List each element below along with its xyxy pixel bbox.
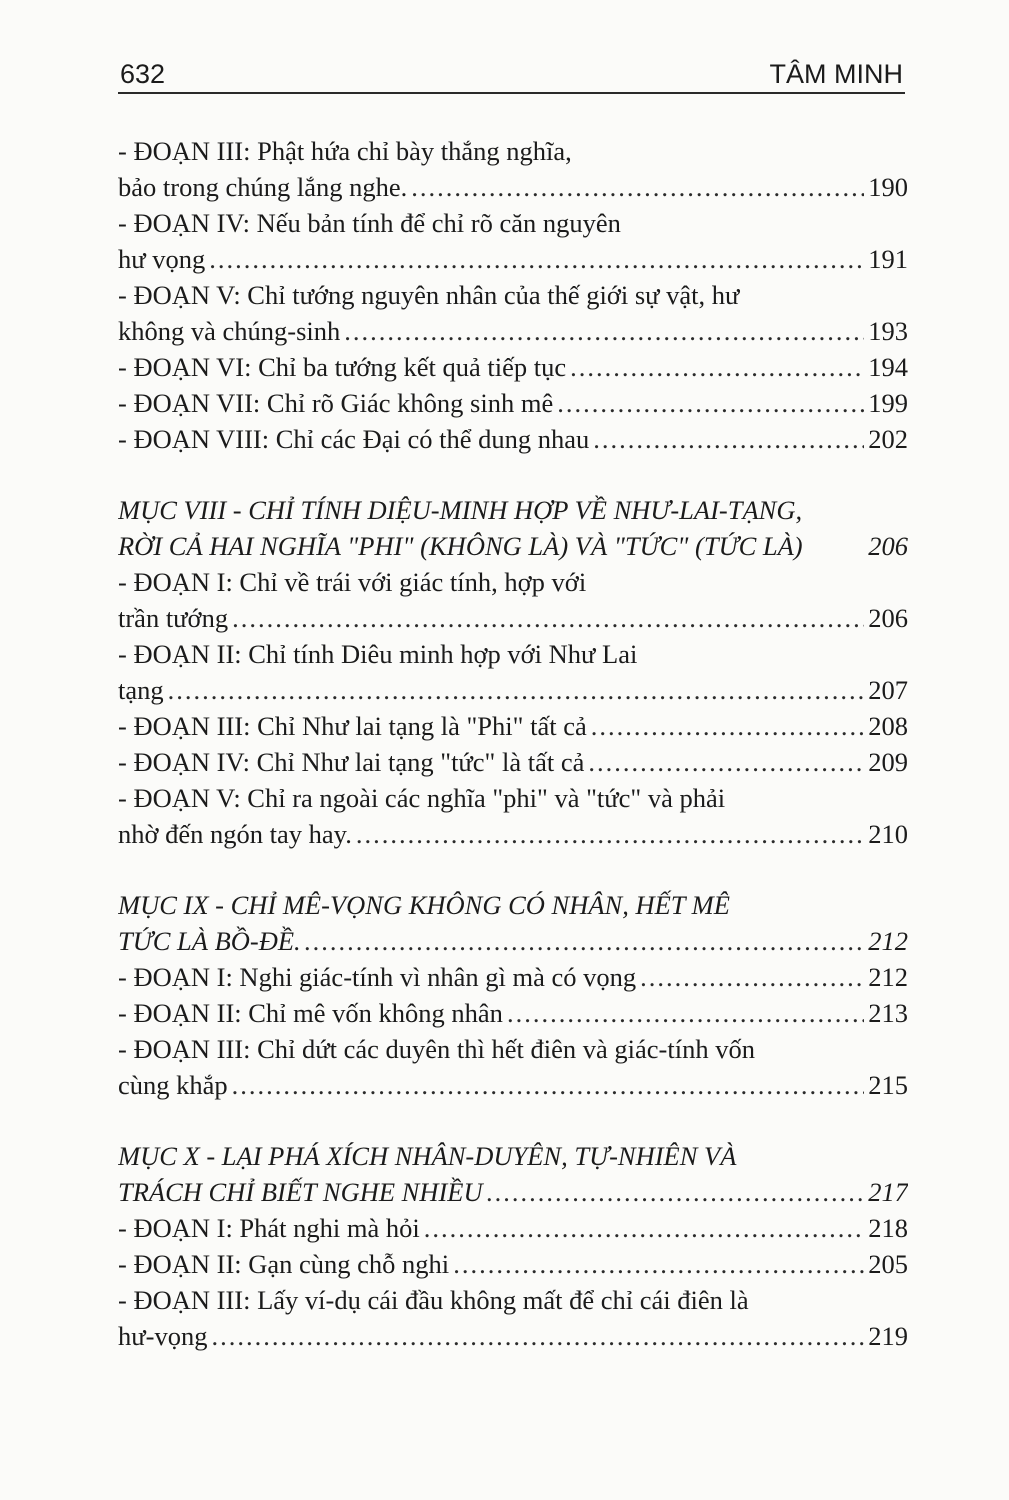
entry-title: không và chúng-sinh	[118, 316, 341, 346]
entry-text-line: - ĐOẠN V: Chỉ ra ngoài các nghĩa "phi" và "tức" và phải	[118, 783, 726, 813]
section-heading-row[interactable]	[118, 528, 908, 564]
page-ref: 218	[868, 1213, 908, 1243]
toc-entry-row[interactable]	[118, 959, 908, 995]
entry-title: - ĐOẠN VI: Chỉ ba tướng kết quả tiếp tục	[118, 352, 567, 382]
entry-text-line: - ĐOẠN II: Chỉ tính Diêu minh hợp với Như Lai	[118, 639, 638, 669]
leader-dots	[507, 995, 864, 1031]
page-ref: 206	[868, 603, 908, 633]
section-heading-line: MỤC IX - CHỈ MÊ-VỌNG KHÔNG CÓ NHÂN, HẾT MÊ	[118, 890, 730, 920]
leader-dots	[232, 600, 864, 636]
toc-group	[118, 852, 908, 1103]
page-ref: 217	[868, 1177, 908, 1207]
entry-title: - ĐOẠN VIII: Chỉ các Đại có thể dung nhau	[118, 424, 590, 454]
section-heading-row[interactable]	[118, 923, 908, 959]
toc-entry-row[interactable]	[118, 708, 908, 744]
entry-title: hư vọng	[118, 244, 206, 274]
group-spacer	[118, 457, 908, 492]
entry-title: cùng khắp	[118, 1070, 228, 1100]
section-heading-line: MỤC X - LẠI PHÁ XÍCH NHÂN-DUYÊN, TỰ-NHIÊN VÀ	[118, 1141, 737, 1171]
page-ref: 190	[868, 172, 908, 202]
toc-entry-row[interactable]	[118, 421, 908, 457]
toc-entry-row[interactable]	[118, 169, 908, 205]
page-ref: 210	[868, 819, 908, 849]
toc-entry-row[interactable]	[118, 385, 908, 421]
page-ref: 219	[868, 1321, 908, 1351]
entry-title: - ĐOẠN VII: Chỉ rõ Giác không sinh mê	[118, 388, 554, 418]
section-heading-row[interactable]	[118, 1174, 908, 1210]
entry-title: - ĐOẠN I: Nghi giác-tính vì nhân gì mà có vọng	[118, 962, 637, 992]
leader-dots	[588, 744, 864, 780]
leader-dots	[453, 1246, 864, 1282]
running-head-author: TÂM MINH	[769, 59, 903, 89]
toc-entry-row[interactable]	[118, 816, 908, 852]
entry-text-line: - ĐOẠN V: Chỉ tướng nguyên nhân của thế giới sự vật, hư	[118, 280, 740, 310]
leader-dots	[640, 959, 864, 995]
entry-title: - ĐOẠN II: Gạn cùng chỗ nghi	[118, 1249, 450, 1279]
section-title: TỨC LÀ BỒ-ĐỀ.	[118, 926, 301, 956]
table-of-contents	[118, 133, 908, 1354]
leader-dots	[570, 349, 864, 385]
group-spacer	[118, 852, 908, 887]
toc-entry-row[interactable]	[118, 744, 908, 780]
entry-title: bảo trong chúng lắng nghe.	[118, 172, 408, 202]
page-ref: 207	[868, 675, 908, 705]
leader-dots	[209, 241, 864, 277]
toc-group	[118, 133, 908, 457]
entry-text-line: - ĐOẠN III: Chỉ dứt các duyên thì hết điên và giác-tính vốn	[118, 1034, 755, 1064]
entry-text-line: - ĐOẠN I: Chỉ về trái với giác tính, hợp với	[118, 567, 587, 597]
page-ref: 202	[868, 424, 908, 454]
leader-dots	[232, 1067, 865, 1103]
page-ref: 191	[868, 244, 908, 274]
page-ref: 194	[868, 352, 908, 382]
toc-entry-row[interactable]	[118, 313, 908, 349]
page-ref: 193	[868, 316, 908, 346]
page-ref: 205	[868, 1249, 908, 1279]
page-ref: 208	[868, 711, 908, 741]
leader-dots	[168, 672, 865, 708]
leader-dots	[411, 169, 864, 205]
page-header	[118, 52, 905, 94]
toc-entry-row[interactable]	[118, 672, 908, 708]
toc-entry-row[interactable]	[118, 1318, 908, 1354]
toc-entry-row[interactable]	[118, 1210, 908, 1246]
leader-dots	[356, 816, 864, 852]
leader-dots	[593, 421, 864, 457]
page-ref: 199	[868, 388, 908, 418]
leader-dots	[344, 313, 864, 349]
leader-dots	[591, 708, 865, 744]
section-title: TRÁCH CHỈ BIẾT NGHE NHIỀU	[118, 1177, 483, 1207]
leader-dots	[305, 923, 865, 959]
section-heading-line: MỤC VIII - CHỈ TÍNH DIỆU-MINH HỢP VỀ NHƯ-LAI-TẠNG,	[118, 495, 803, 525]
entry-title: - ĐOẠN II: Chỉ mê vốn không nhân	[118, 998, 503, 1028]
entry-title: - ĐOẠN I: Phát nghi mà hỏi	[118, 1213, 420, 1243]
page-number: 632	[120, 59, 166, 89]
entry-text-line: - ĐOẠN IV: Nếu bản tính để chỉ rõ căn nguyên	[118, 208, 621, 238]
leader-dots	[487, 1174, 865, 1210]
entry-title: trần tướng	[118, 603, 229, 633]
leader-dots	[424, 1210, 864, 1246]
page-ref: 209	[868, 747, 908, 777]
entry-title: - ĐOẠN IV: Chỉ Như lai tạng "tức" là tất cả	[118, 747, 585, 777]
entry-text-line: - ĐOẠN III: Phật hứa chỉ bày thắng nghĩa,	[118, 136, 572, 166]
entry-text-line: - ĐOẠN III: Lấy ví-dụ cái đầu không mất để chỉ cái điên là	[118, 1285, 749, 1315]
toc-entry-row[interactable]	[118, 241, 908, 277]
toc-entry-row[interactable]	[118, 1067, 908, 1103]
toc-entry-row[interactable]	[118, 1246, 908, 1282]
entry-title: tạng	[118, 675, 164, 705]
page-ref: 206	[868, 531, 908, 561]
toc-group	[118, 457, 908, 852]
toc-entry-row[interactable]	[118, 349, 908, 385]
entry-title: hư-vọng	[118, 1321, 208, 1351]
entry-title: nhờ đến ngón tay hay.	[118, 819, 352, 849]
leader-dots	[211, 1318, 864, 1354]
leader-dots	[557, 385, 864, 421]
toc-group	[118, 1103, 908, 1354]
toc-entry-row[interactable]	[118, 995, 908, 1031]
page-ref: 215	[868, 1070, 908, 1100]
entry-title: - ĐOẠN III: Chỉ Như lai tạng là "Phi" tất cả	[118, 711, 587, 741]
toc-entry-row[interactable]	[118, 600, 908, 636]
page-ref: 212	[868, 962, 908, 992]
group-spacer	[118, 1103, 908, 1138]
page-ref: 213	[868, 998, 908, 1028]
section-title: RỜI CẢ HAI NGHĨA "PHI" (KHÔNG LÀ) VÀ "TỨC" (TỨC LÀ)	[118, 531, 803, 561]
page-ref: 212	[868, 926, 908, 956]
